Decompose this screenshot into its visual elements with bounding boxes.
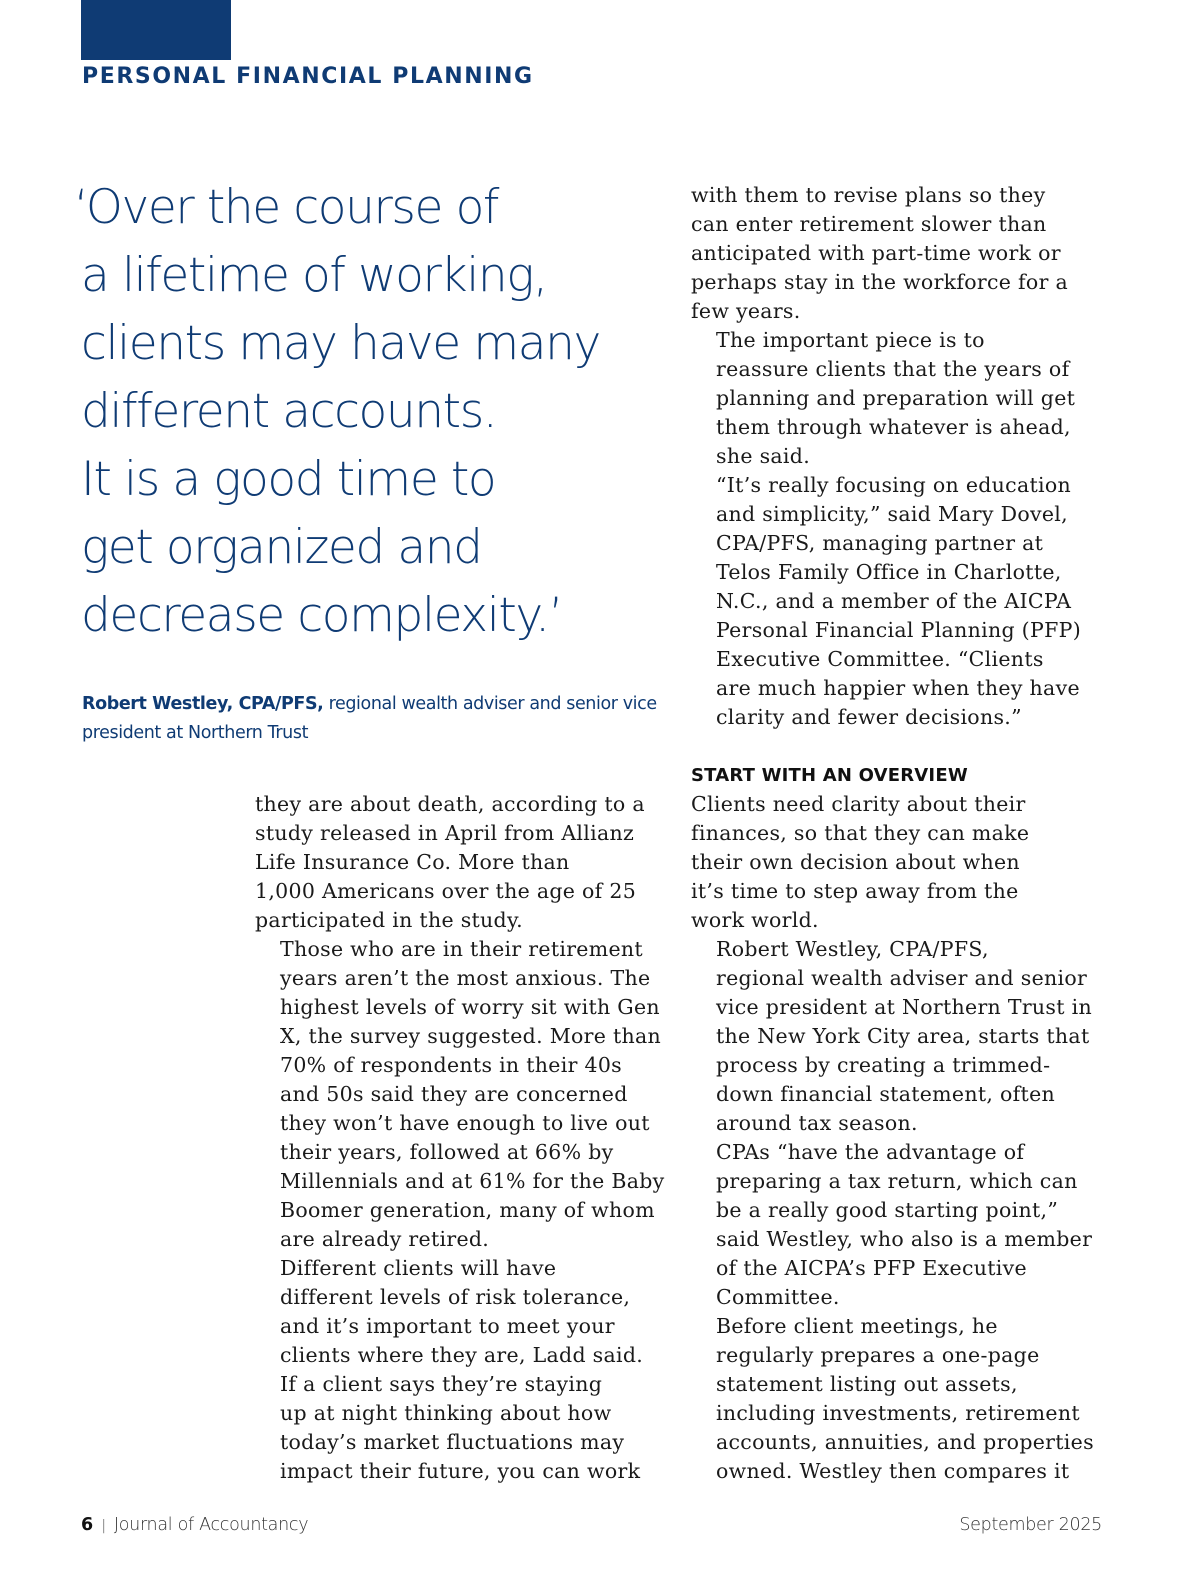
text-line: they won’t have enough to live out bbox=[280, 1111, 650, 1135]
text-line: perhaps stay in the workforce for a bbox=[691, 270, 1069, 294]
text-line: including investments, retirement bbox=[716, 1401, 1080, 1425]
body-paragraph bbox=[691, 1138, 1111, 1312]
text-line: highest levels of worry sit with Gen bbox=[280, 995, 660, 1019]
text-line: and simplicity,” said Mary Dovel, bbox=[716, 502, 1068, 526]
text-line: Clients need clarity about their bbox=[691, 792, 1026, 816]
text-line: are already retired. bbox=[280, 1227, 490, 1251]
text-line: process by creating a trimmed- bbox=[716, 1053, 1051, 1077]
text-line: their years, followed at 66% by bbox=[280, 1140, 614, 1164]
text-line: they are about death, according to a bbox=[255, 792, 645, 816]
text-line: with them to revise plans so they bbox=[691, 183, 1046, 207]
text-line: X, the survey suggested. More than bbox=[280, 1024, 662, 1048]
text-line: are much happier when they have bbox=[716, 676, 1080, 700]
text-line: Telos Family Office in Charlotte, bbox=[716, 560, 1062, 584]
page-number: 6 bbox=[81, 1515, 94, 1535]
left-article-column bbox=[255, 790, 675, 1486]
body-paragraph bbox=[255, 790, 675, 935]
text-line: can enter retirement slower than bbox=[691, 212, 1047, 236]
text-line: anticipated with part-time work or bbox=[691, 241, 1061, 265]
text-line: Robert Westley, CPA/PFS, bbox=[716, 937, 989, 961]
text-line: be a really good starting point,” bbox=[716, 1198, 1059, 1222]
page-footer bbox=[81, 1515, 1102, 1545]
text-line: finances, so that they can make bbox=[691, 821, 1030, 845]
pull-quote-line: It is a good time to bbox=[81, 452, 496, 507]
text-line: said Westley, who also is a member bbox=[716, 1227, 1093, 1251]
text-line: Different clients will have bbox=[280, 1256, 557, 1280]
text-line: Boomer generation, many of whom bbox=[280, 1198, 655, 1222]
text-line: it’s time to step away from the bbox=[691, 879, 1019, 903]
text-line: years aren’t the most anxious. The bbox=[280, 966, 651, 990]
text-line: the New York City area, starts that bbox=[716, 1024, 1090, 1048]
body-paragraph bbox=[691, 326, 1111, 471]
issue-date: September 2025 bbox=[959, 1515, 1102, 1535]
pull-quote-line: ‘Over the course of bbox=[74, 180, 499, 235]
attribution-name: Robert Westley, CPA/PFS, bbox=[82, 694, 324, 714]
pull-quote-line: a lifetime of working, bbox=[81, 248, 547, 303]
text-line: reassure clients that the years of bbox=[716, 357, 1070, 381]
text-line: around tax season. bbox=[716, 1111, 918, 1135]
text-line: today’s market fluctuations may bbox=[280, 1430, 625, 1454]
text-line: different levels of risk tolerance, bbox=[280, 1285, 631, 1309]
header-color-bar bbox=[81, 0, 231, 60]
text-line: Life Insurance Co. More than bbox=[255, 850, 570, 874]
text-line: The important piece is to bbox=[716, 328, 985, 352]
text-line: clients where they are, Ladd said. bbox=[280, 1343, 644, 1367]
body-paragraph bbox=[691, 935, 1111, 1138]
body-paragraph bbox=[691, 181, 1111, 326]
text-line: them through whatever is ahead, bbox=[716, 415, 1071, 439]
text-line: and 50s said they are concerned bbox=[280, 1082, 628, 1106]
text-line: she said. bbox=[716, 444, 811, 468]
pull-quote-line: decrease complexity.’ bbox=[81, 588, 563, 643]
pull-quote-line: get organized and bbox=[81, 520, 482, 575]
text-line: of the AICPA’s PFP Executive bbox=[716, 1256, 1027, 1280]
text-line: participated in the study. bbox=[255, 908, 523, 932]
right-article-column bbox=[691, 181, 1111, 1486]
text-line: Executive Committee. “Clients bbox=[716, 647, 1044, 671]
pull-quote-line: different accounts. bbox=[81, 384, 497, 439]
text-line: and it’s important to meet your bbox=[280, 1314, 615, 1338]
body-paragraph bbox=[691, 1312, 1111, 1486]
body-paragraph bbox=[255, 935, 675, 1254]
text-line: few years. bbox=[691, 299, 801, 323]
pull-quote bbox=[74, 174, 674, 650]
text-line: up at night thinking about how bbox=[280, 1401, 612, 1425]
body-paragraph bbox=[691, 790, 1111, 935]
text-line: CPA/PFS, managing partner at bbox=[716, 531, 1044, 555]
text-line: accounts, annuities, and properties bbox=[716, 1430, 1094, 1454]
text-line: planning and preparation will get bbox=[716, 386, 1076, 410]
text-line: impact their future, you can work bbox=[280, 1459, 641, 1483]
text-line: If a client says they’re staying bbox=[280, 1372, 603, 1396]
text-line: vice president at Northern Trust in bbox=[716, 995, 1092, 1019]
text-line: “It’s really focusing on education bbox=[716, 473, 1072, 497]
text-line: Millennials and at 61% for the Baby bbox=[280, 1169, 665, 1193]
text-line: CPAs “have the advantage of bbox=[716, 1140, 1025, 1164]
journal-name: Journal of Accountancy bbox=[113, 1515, 309, 1535]
text-line: N.C., and a member of the AICPA bbox=[716, 589, 1072, 613]
section-subhead: START WITH AN OVERVIEW bbox=[691, 765, 968, 786]
text-line: owned. Westley then compares it bbox=[716, 1459, 1070, 1483]
footer-separator: | bbox=[101, 1518, 106, 1534]
pull-quote-line: clients may have many bbox=[81, 316, 600, 371]
text-line: 1,000 Americans over the age of 25 bbox=[255, 879, 637, 903]
text-line: Personal Financial Planning (PFP) bbox=[716, 618, 1081, 642]
body-paragraph bbox=[255, 1254, 675, 1486]
text-line: statement listing out assets, bbox=[716, 1372, 1018, 1396]
text-line: regional wealth adviser and senior bbox=[716, 966, 1088, 990]
text-line: study released in April from Allianz bbox=[255, 821, 635, 845]
attribution-title: regional wealth adviser and senior vice president at Northern Trust bbox=[82, 694, 657, 743]
text-line: preparing a tax return, which can bbox=[716, 1169, 1078, 1193]
body-paragraph bbox=[691, 471, 1111, 732]
text-line: Committee. bbox=[716, 1285, 840, 1309]
text-line: Those who are in their retirement bbox=[280, 937, 643, 961]
text-line: work world. bbox=[691, 908, 819, 932]
text-line: Before client meetings, he bbox=[716, 1314, 998, 1338]
text-line: down financial statement, often bbox=[716, 1082, 1056, 1106]
text-line: clarity and fewer decisions.” bbox=[716, 705, 1022, 729]
text-line: 70% of respondents in their 40s bbox=[280, 1053, 623, 1077]
pull-quote-attribution bbox=[82, 690, 672, 748]
section-label: PERSONAL FINANCIAL PLANNING bbox=[82, 64, 534, 89]
text-line: regularly prepares a one-page bbox=[716, 1343, 1040, 1367]
text-line: their own decision about when bbox=[691, 850, 1020, 874]
